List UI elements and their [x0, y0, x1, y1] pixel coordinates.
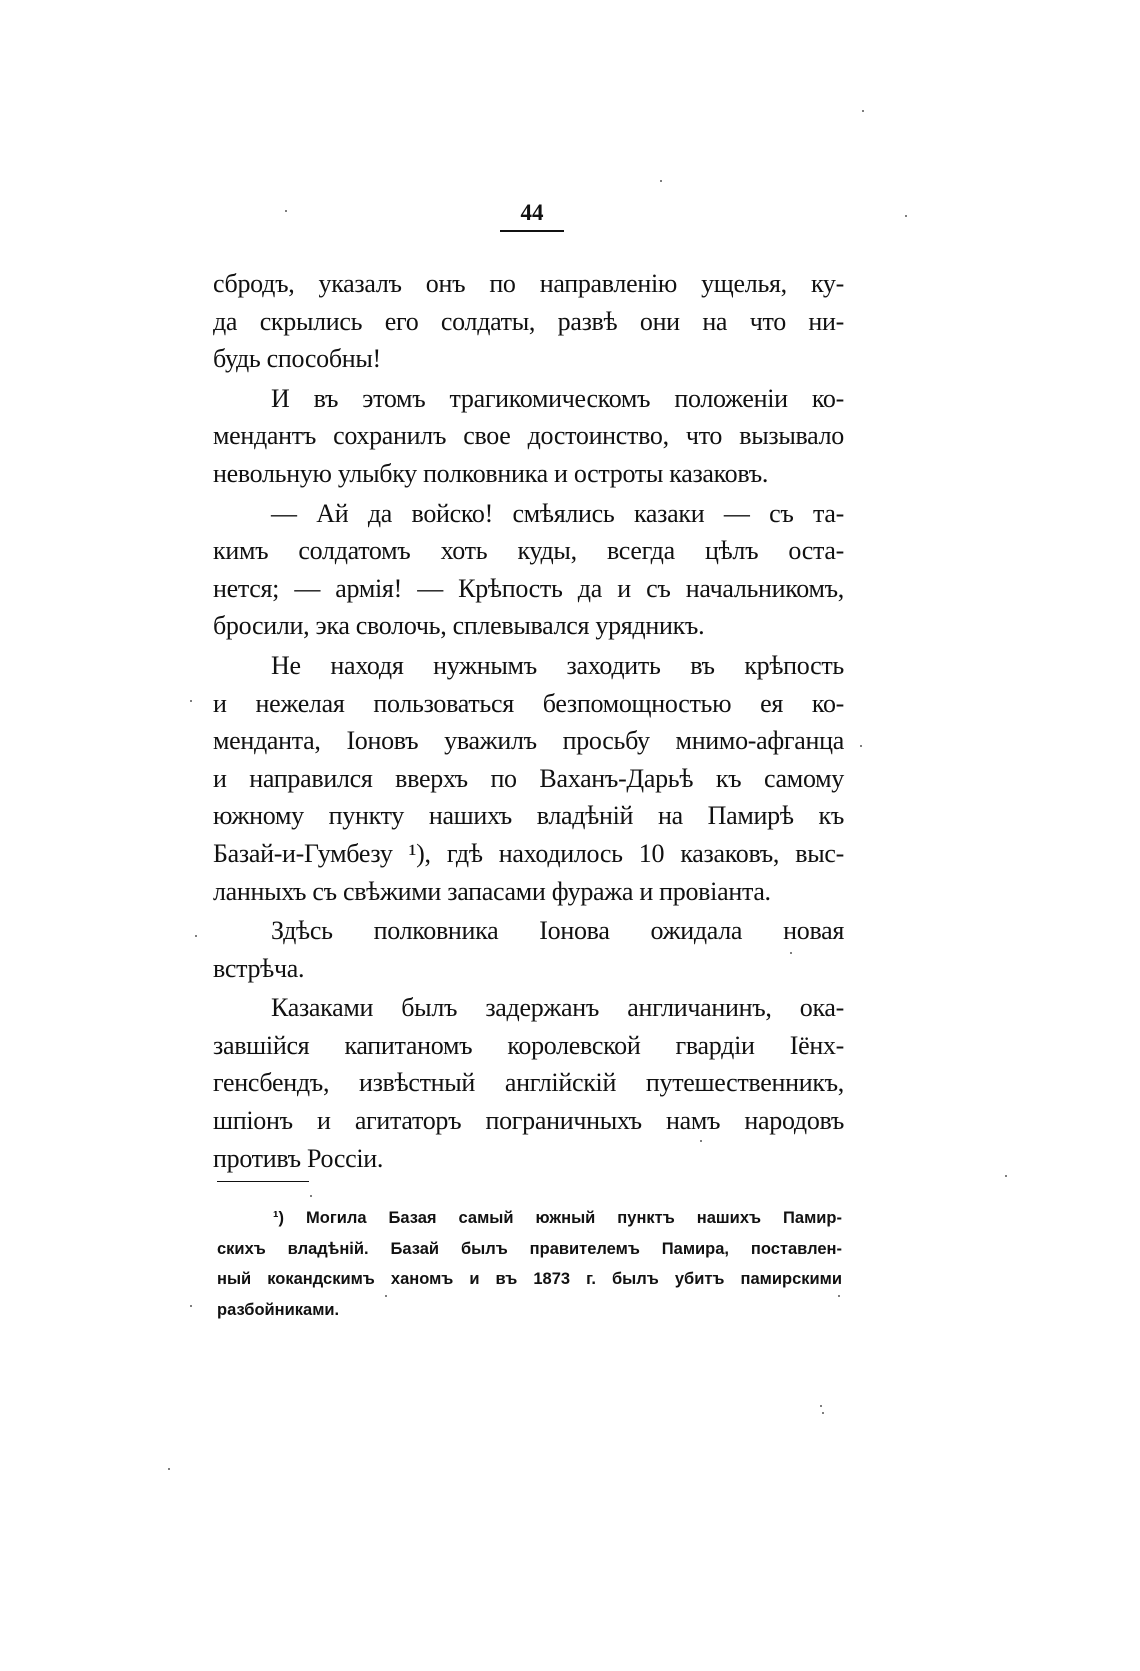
scan-speck — [190, 700, 192, 702]
paragraph — [213, 495, 844, 645]
text-line: генсбендъ, извѣстный англійскій путешественникъ, — [213, 1068, 844, 1098]
text-line: бросили, эка сволочь, сплевывался урядникъ. — [213, 611, 705, 641]
text-line: и направился вверхъ по Ваханъ-Дарьѣ къ самому — [213, 763, 844, 793]
text-line: завшійся капитаномъ королевской гвардіи Іёнх- — [213, 1030, 844, 1060]
scan-speck — [838, 1295, 840, 1297]
text-line: невольную улыбку полковника и остроты казаковъ. — [213, 458, 769, 488]
paragraph — [213, 912, 844, 987]
text-line: противъ Россіи. — [213, 1143, 384, 1173]
footnote-line: скихъ владѣній. Базай былъ правителемъ Памира, поставлен- — [217, 1239, 842, 1258]
scan-speck — [190, 1305, 192, 1307]
scan-speck — [310, 1195, 312, 1197]
footnote-line: ¹) Могила Базая самый южный пунктъ нашихъ Памир- — [273, 1209, 842, 1227]
text-line: да скрылись его солдаты, развѣ они на что ни- — [213, 306, 844, 336]
text-line: южному пункту нашихъ владѣній на Памирѣ къ — [213, 801, 844, 831]
text-line: и нежелая пользоваться безпомощностью ея ко- — [213, 688, 844, 718]
text-line: ланныхъ съ свѣжими запасами фуража и провіанта. — [213, 876, 771, 906]
scan-speck — [820, 1405, 822, 1407]
text-line: менданта, Іоновъ уважилъ просьбу мнимо-афганца — [213, 726, 844, 756]
footnote-line: ный кокандскимъ ханомъ и въ 1873 г. былъ убитъ памирскими — [217, 1270, 842, 1288]
footnote-line: разбойниками. — [217, 1300, 340, 1319]
paragraph — [213, 989, 844, 1177]
text-line: встрѣча. — [213, 953, 305, 983]
paragraph — [213, 380, 844, 493]
text-line: кимъ солдатомъ хоть куды, всегда цѣлъ оста- — [213, 536, 844, 566]
page-number: 44 — [500, 200, 564, 232]
scan-speck — [790, 952, 792, 954]
text-line: будь способны! — [213, 344, 381, 374]
text-line: Базай-и-Гумбезу ¹), гдѣ находилось 10 казаковъ, выс- — [213, 838, 844, 868]
scan-speck — [385, 1295, 387, 1297]
footnote — [217, 1203, 842, 1325]
text-line: шпіонъ и агитаторъ пограничныхъ намъ народовъ — [213, 1106, 844, 1136]
text-line: Казаками былъ задержанъ англичанинъ, ока- — [271, 993, 844, 1023]
scan-speck — [660, 180, 662, 182]
body-text — [213, 265, 844, 1179]
scan-speck — [862, 110, 864, 112]
text-line: мендантъ сохранилъ свое достоинство, что вызывало — [213, 421, 844, 451]
scan-speck — [1005, 1175, 1007, 1177]
footnote-rule — [217, 1181, 309, 1182]
scan-speck — [860, 745, 862, 747]
scan-speck — [822, 1412, 824, 1414]
paragraph — [213, 647, 844, 910]
scan-speck — [905, 215, 907, 217]
scan-speck — [700, 1140, 702, 1142]
text-line: — Ай да войско! смѣялись казаки — съ та- — [271, 498, 844, 528]
scan-speck — [285, 210, 287, 212]
text-line: нется; — армія! — Крѣпость да и съ начальникомъ, — [213, 573, 844, 603]
paragraph — [213, 265, 844, 378]
scan-speck — [195, 935, 197, 937]
text-line: Здѣсь полковника Іонова ожидала новая — [271, 916, 844, 946]
text-line: И въ этомъ трагикомическомъ положеніи ко- — [271, 383, 844, 413]
scan-speck — [168, 1468, 170, 1470]
text-line: Не находя нужнымъ заходить въ крѣпость — [271, 650, 844, 680]
text-line: сбродъ, указалъ онъ по направленію ущелья, ку- — [213, 269, 844, 298]
